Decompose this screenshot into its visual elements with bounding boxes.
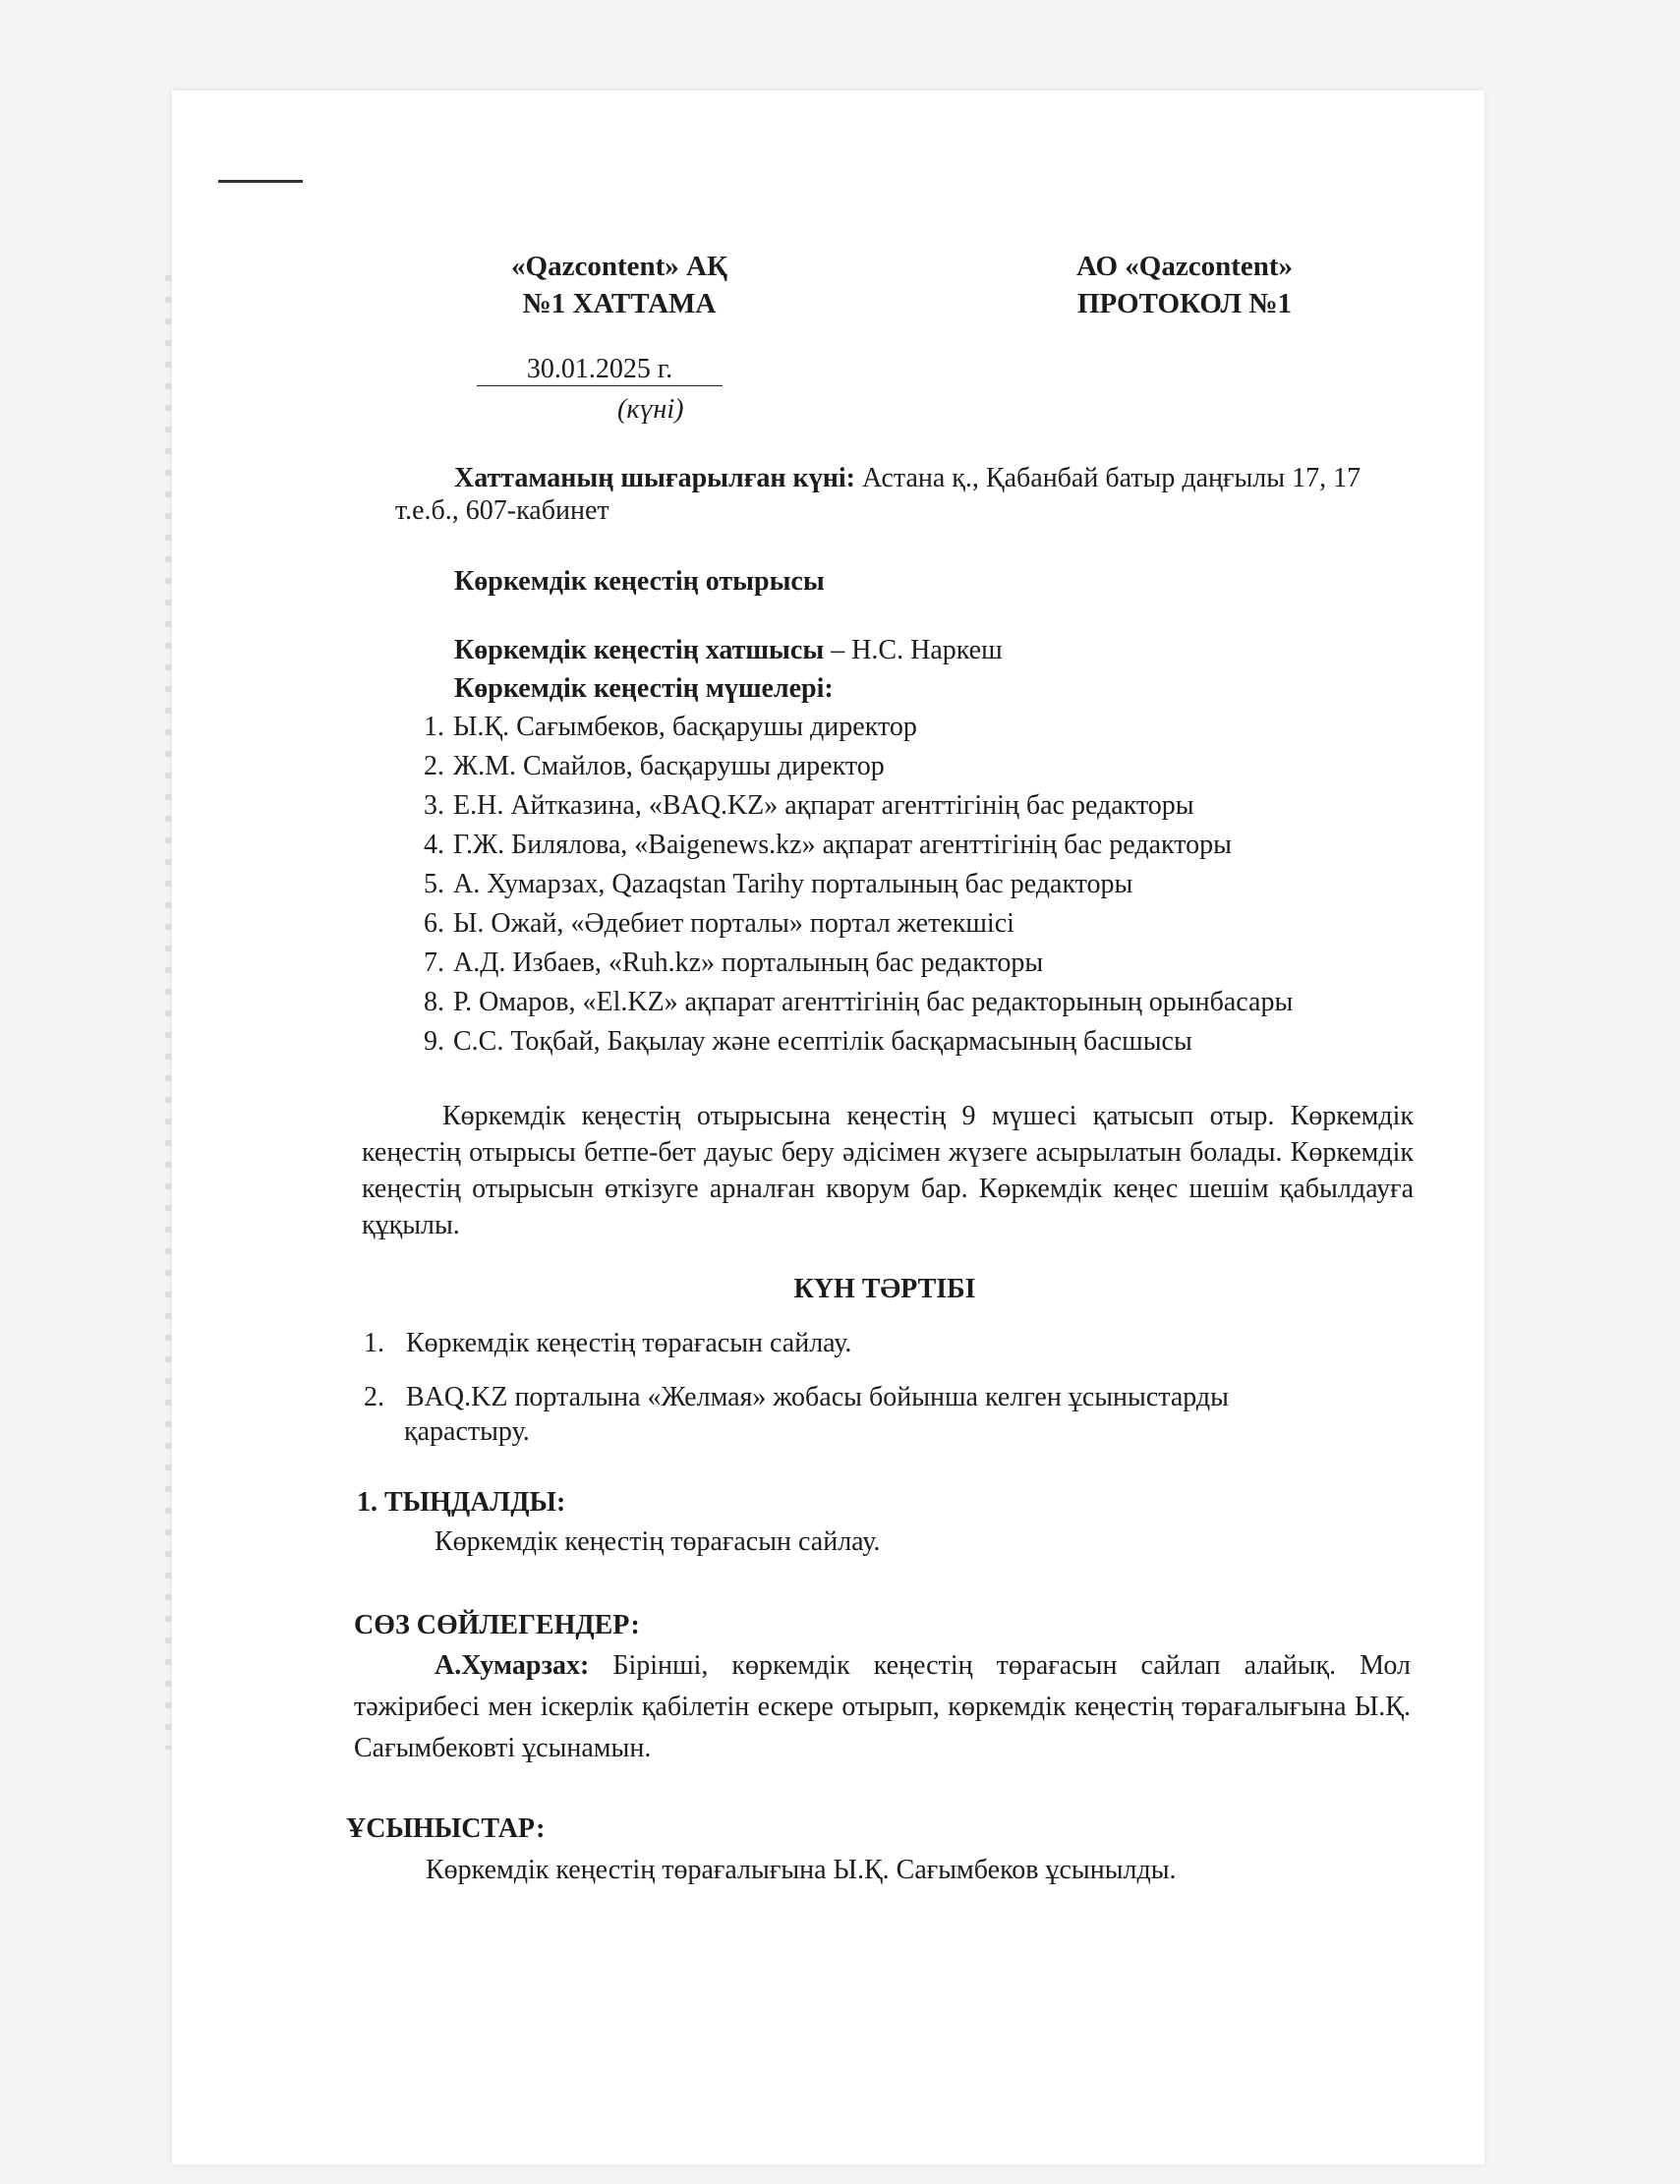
header-left-doc: №1 ХАТТАМА bbox=[522, 288, 717, 319]
list-item: 2. Ж.М. Смайлов, басқарушы директор bbox=[424, 751, 885, 781]
members-list bbox=[424, 708, 1436, 1062]
scan-edge-marks bbox=[165, 275, 171, 1750]
scan-corner-mark bbox=[218, 180, 303, 183]
list-item: 1. Ы.Қ. Сағымбеков, басқарушы директор bbox=[424, 712, 917, 742]
heard-title: 1. ТЫҢДАЛДЫ: bbox=[357, 1487, 566, 1518]
meeting-title: Көркемдік кеңестің отырысы bbox=[454, 566, 825, 597]
list-item: 9. С.С. Тоқбай, Бақылау және есептілік басқармасының басшысы bbox=[424, 1026, 1192, 1057]
secretary-label: Көркемдік кеңестің хатшысы bbox=[454, 635, 825, 665]
date-value: 30.01.2025 г. bbox=[526, 354, 673, 384]
date-caption: (күні) bbox=[617, 394, 684, 425]
list-item: 5. А. Хумарзах, Qazaqstan Tarihy порталының бас редакторы bbox=[424, 869, 1133, 899]
speakers-title: СӨЗ СӨЙЛЕГЕНДЕР: bbox=[354, 1610, 640, 1640]
place-line bbox=[454, 462, 1427, 495]
list-item: 7. А.Д. Избаев, «Ruh.kz» порталының бас редакторы bbox=[424, 948, 1044, 978]
members-title: Көркемдік кеңестің мүшелері: bbox=[454, 673, 834, 704]
place-text: Астана қ., Қабанбай батыр даңғылы 17, 17 bbox=[854, 463, 1361, 493]
list-item: 8. Р. Омаров, «El.KZ» ақпарат агенттігінің бас редакторының орынбасары bbox=[424, 987, 1294, 1017]
proposals-text: Көркемдік кеңестің төрағалығына Ы.Қ. Сағымбеков ұсынылды. bbox=[426, 1855, 1177, 1885]
header-left bbox=[472, 248, 767, 322]
secretary-name: – Н.С. Наркеш bbox=[824, 635, 1003, 665]
heard-text: Көркемдік кеңестің төрағасын сайлау. bbox=[434, 1526, 881, 1557]
list-item: 6. Ы. Ожай, «Әдебиет порталы» портал жетекшісі bbox=[424, 908, 1014, 939]
agenda-item: 2. BAQ.KZ порталына «Желмая» жобасы бойынша келген ұсыныстарды bbox=[364, 1382, 1229, 1412]
speech-text: Бірінші, көркемдік кеңестің төрағасын сайлап алайық. Мол тәжірибесі мен іскерлік қабілетін ескере отырып, көркемдік кеңестің төрағалығына Ы.Қ. Сағымбековті ұсынамын. bbox=[354, 1650, 1411, 1763]
header-right-doc: ПРОТОКОЛ №1 bbox=[1076, 288, 1293, 319]
date-field bbox=[477, 354, 723, 386]
agenda-title: КҮН ТӘРТІБІ bbox=[793, 1274, 976, 1304]
proposals-title: ҰСЫНЫСТАР: bbox=[346, 1813, 546, 1844]
speaker-name: А.Хумарзах: bbox=[434, 1650, 590, 1681]
secretary-line bbox=[454, 634, 1003, 667]
list-item: 3. Е.Н. Айтказина, «BAQ.KZ» ақпарат агенттігінің бас редакторы bbox=[424, 790, 1194, 821]
speech-paragraph bbox=[354, 1645, 1411, 1769]
agenda-item: 1. Көркемдік кеңестің төрағасын сайлау. bbox=[364, 1328, 852, 1358]
header-right bbox=[1042, 248, 1327, 322]
header-right-org: АО «Qazcontent» bbox=[1075, 251, 1294, 282]
place-line-2: т.е.б., 607-кабинет bbox=[395, 495, 609, 526]
place-label: Хаттаманың шығарылған күні: bbox=[454, 463, 855, 493]
list-item: 4. Г.Ж. Билялова, «Baigenews.kz» ақпарат агенттігінің бас редакторы bbox=[424, 830, 1232, 860]
header-left-org: «Qazcontent» АҚ bbox=[511, 251, 727, 282]
quorum-paragraph: Көркемдік кеңестің отырысына кеңестің 9 мүшесі қатысып отыр. Көркемдік кеңестің отырысы бетпе-бет дауыс беру әдісімен жүзеге асырылатын болады. Көркемдік кеңестің отырысын өткізуге арналған кворум бар. Көркемдік кеңес шешім қабылдауға құқылы. bbox=[362, 1101, 1414, 1240]
agenda-item-continued: қарастыру. bbox=[404, 1416, 530, 1447]
